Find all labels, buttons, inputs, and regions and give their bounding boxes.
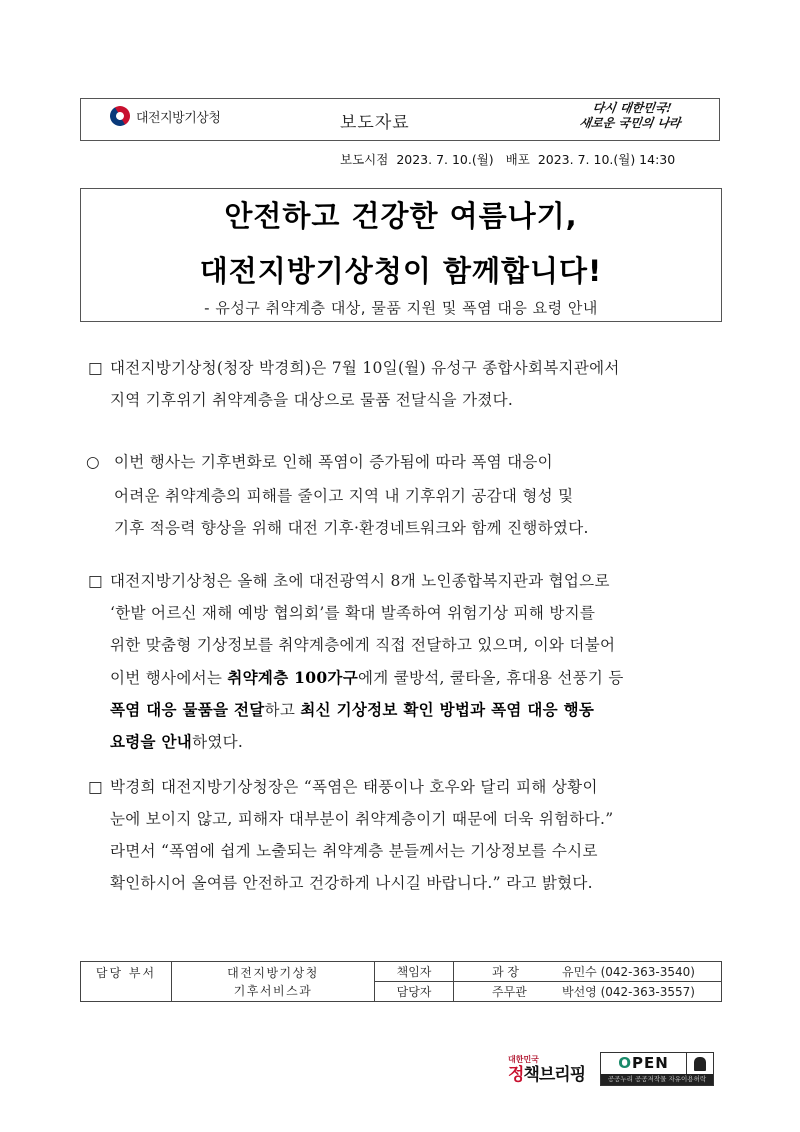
attribution-person-icon xyxy=(687,1053,713,1074)
role-cell: 책임자 xyxy=(375,962,454,982)
bold-highlight: 취약계층 100가구 xyxy=(227,668,358,687)
distribution-date: 2023. 7. 10.(월) 14:30 xyxy=(537,152,676,167)
paragraph-line: 위한 맞춤형 기상정보를 취약계층에게 직접 전달하고 있으며, 이와 더불어 xyxy=(110,636,616,654)
headline-line1: 안전하고 건강한 여름나기, xyxy=(224,199,578,233)
bold-highlight: 최신 기상정보 확인 방법과 폭염 대응 행동 xyxy=(300,700,595,719)
dept-label: 담당 부서 xyxy=(81,962,172,1002)
paragraph-line: 지역 기후위기 취약계층을 대상으로 물품 전달식을 가졌다. xyxy=(110,391,514,409)
role-cell: 담당자 xyxy=(375,982,454,1002)
square-bullet-icon: □ xyxy=(88,359,103,377)
embargo-date: 2023. 7. 10.(월) xyxy=(396,152,494,167)
paragraph-line: 박경희 대전지방기상청장은 “폭염은 태풍이나 호우와 달리 피해 상황이 xyxy=(110,778,598,796)
bold-highlight: 요령을 안내 xyxy=(110,732,193,751)
person-cell: 주무관 박선영 (042-363-3557) xyxy=(454,982,722,1002)
paragraph-line: 눈에 보이지 않고, 피해자 대부분이 취약계층이기 때문에 더욱 위험하다.” xyxy=(110,810,614,828)
paragraph-line: 이번 행사는 기후변화로 인해 폭염이 증가됨에 따라 폭염 대응이 xyxy=(114,453,553,471)
press-release-label: 보도자료 xyxy=(340,113,410,133)
paragraph-line: 확인하시어 올여름 안전하고 건강하게 나시길 바랍니다.” 라고 밝혔다. xyxy=(110,874,593,892)
paragraph-line: 이번 행사에서는 취약계층 100가구에게 쿨방석, 쿨타올, 휴대용 선풍기 등 xyxy=(110,668,624,687)
slogan-line1: 다시 대한민국! xyxy=(591,101,673,115)
square-bullet-icon: □ xyxy=(88,572,103,590)
taegeuk-emblem-icon xyxy=(106,102,133,129)
contact-table xyxy=(80,961,722,1002)
paragraph-line: 기후 적응력 향상을 위해 대전 기후·환경네트워크와 함께 진행하였다. xyxy=(114,519,589,537)
subheadline: - 유성구 취약계층 대상, 물품 지원 및 폭염 대응 요령 안내 xyxy=(204,299,598,317)
org-name: 대전지방기상청 xyxy=(136,110,221,126)
distribution-label: 배포 xyxy=(505,152,530,167)
person-cell: 과 장 유민수 (042-363-3540) xyxy=(454,962,722,982)
bold-highlight: 폭염 대응 물품을 전달 xyxy=(110,700,265,719)
slogan-line2: 새로운 국민의 나라 xyxy=(578,116,682,130)
table-row xyxy=(81,962,722,982)
paragraph-line: 대전지방기상청(청장 박경희)은 7월 10일(월) 유성구 종합사회복지관에서 xyxy=(110,359,620,377)
paragraph-line: 요령을 안내하였다. xyxy=(110,732,244,751)
paragraph-line: 어려운 취약계층의 피해를 줄이고 지역 내 기후위기 공감대 형성 및 xyxy=(114,487,574,505)
paragraph-line: 라면서 “폭염에 쉽게 노출되는 취약계층 분들께서는 기상정보를 수시로 xyxy=(110,842,598,860)
embargo-label: 보도시점 xyxy=(340,152,389,167)
policy-briefing-logo: 대한민국 정책브리핑 xyxy=(508,1055,586,1085)
headline-line2: 대전지방기상청이 함께합니다! xyxy=(199,254,603,288)
paragraph-line: 폭염 대응 물품을 전달하고 최신 기상정보 확인 방법과 폭염 대응 행동 xyxy=(110,700,595,719)
slogan xyxy=(554,101,708,131)
paragraph-line: 대전지방기상청은 올해 초에 대전광역시 8개 노인종합복지관과 협업으로 xyxy=(110,572,610,590)
paragraph-line: ‘한밭 어르신 재해 예방 협의회’를 확대 발족하여 위험기상 피해 방지를 xyxy=(110,604,596,622)
release-info xyxy=(340,150,683,168)
square-bullet-icon: □ xyxy=(88,778,103,796)
org-logo xyxy=(110,106,220,126)
kogl-open-license-badge: OPEN 공공누리 공공저작물 자유이용허락 xyxy=(600,1052,714,1086)
dept-name: 대전지방기상청 기후서비스과 xyxy=(172,962,375,1002)
circle-bullet-icon: ○ xyxy=(86,453,100,471)
